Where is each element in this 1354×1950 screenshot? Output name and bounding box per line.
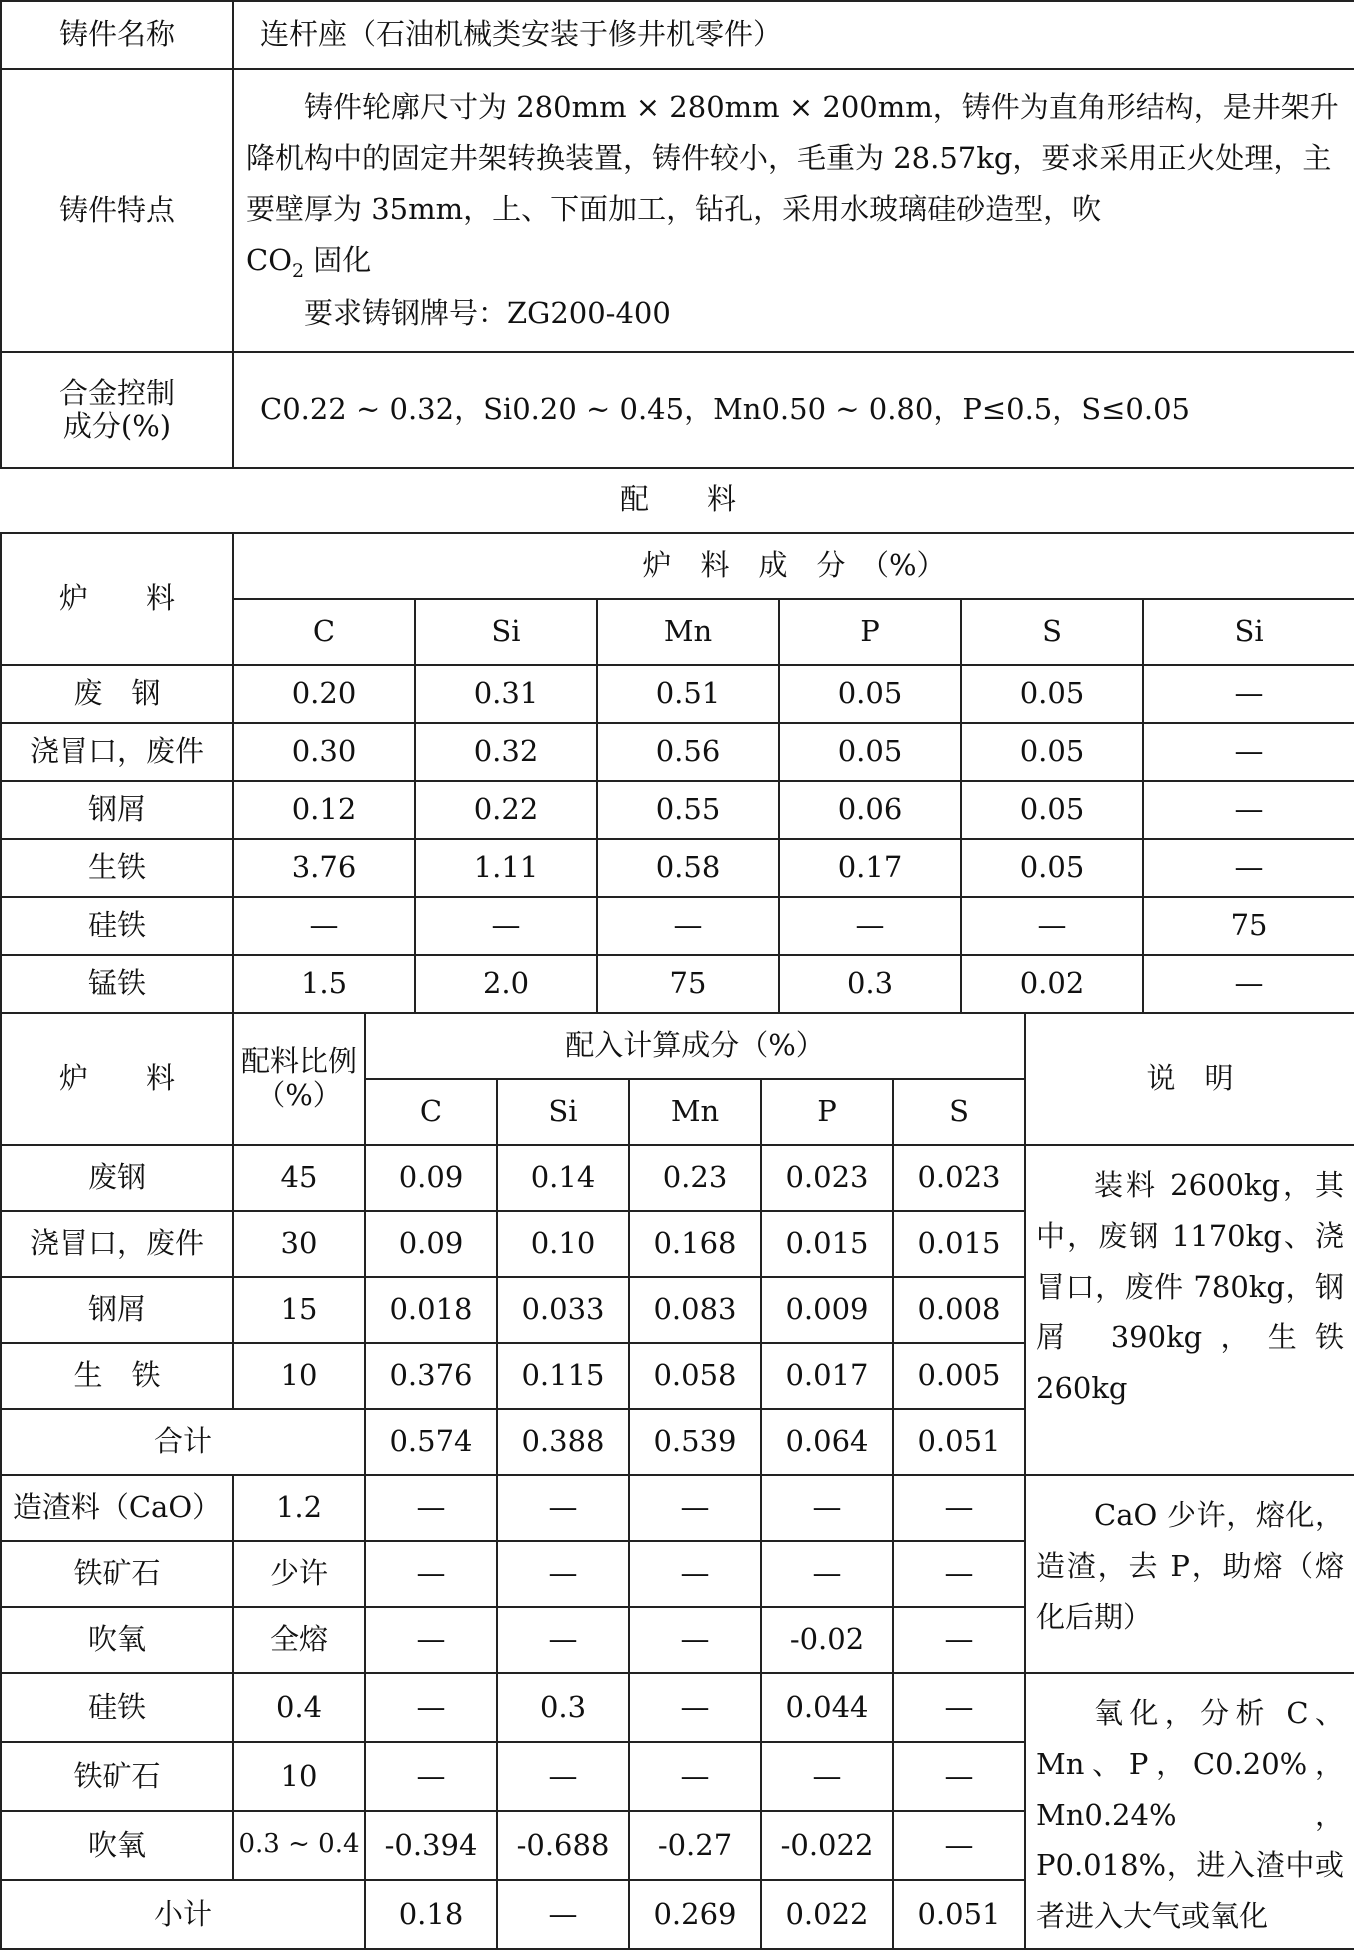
calc-cell: -0.394 — [365, 1811, 497, 1880]
calc-row-ratio: 10 — [233, 1742, 365, 1811]
composition-cell: — — [779, 897, 961, 955]
calc-row-ratio: 0.3 ~ 0.4 — [233, 1811, 365, 1880]
composition-column-header: Si — [1143, 599, 1354, 665]
calc-cell: — — [629, 1607, 761, 1673]
composition-row-name: 生铁 — [1, 839, 233, 897]
calc-row-header: 炉 料 — [1, 1013, 233, 1145]
calc-row-ratio: 0.4 — [233, 1673, 365, 1742]
calc-cell: 0.015 — [761, 1211, 893, 1277]
composition-cell: — — [233, 897, 415, 955]
composition-cell: — — [1143, 665, 1354, 723]
calc-row — [1, 1145, 1354, 1211]
casting-feature-row — [1, 69, 1354, 352]
composition-cell: 0.05 — [961, 839, 1143, 897]
calc-cell: — — [893, 1475, 1025, 1541]
composition-cell: — — [415, 897, 597, 955]
calc-cell: — — [497, 1475, 629, 1541]
calc-row-ratio: 45 — [233, 1145, 365, 1211]
calc-row-ratio: 10 — [233, 1343, 365, 1409]
calc-subtotal-cell: 0.051 — [893, 1880, 1025, 1949]
composition-cell: 2.0 — [415, 955, 597, 1013]
composition-cell: 75 — [1143, 897, 1354, 955]
calc-cell: — — [893, 1607, 1025, 1673]
composition-row-name: 钢屑 — [1, 781, 233, 839]
alloy-value: C0.22 ~ 0.32，Si0.20 ~ 0.45，Mn0.50 ~ 0.80，P≤0.5，S≤0.05 — [233, 352, 1354, 468]
composition-cell: 0.02 — [961, 955, 1143, 1013]
charge-title: 配 料 — [1, 467, 1354, 533]
calc-row-ratio: 少许 — [233, 1541, 365, 1607]
calc-cell: — — [365, 1607, 497, 1673]
alloy-row — [1, 352, 1354, 468]
composition-cell: 0.05 — [961, 665, 1143, 723]
composition-cell: 1.11 — [415, 839, 597, 897]
calc-cell: 0.008 — [893, 1277, 1025, 1343]
composition-cell: — — [1143, 723, 1354, 781]
calc-column-header: Mn — [629, 1079, 761, 1145]
calc-cell: -0.022 — [761, 1811, 893, 1880]
calc-cell: 0.168 — [629, 1211, 761, 1277]
charge-composition-table — [0, 467, 1354, 1014]
casting-name-row — [1, 1, 1354, 69]
composition-column-header: Mn — [597, 599, 779, 665]
calc-cell: — — [365, 1742, 497, 1811]
calc-cell: — — [365, 1541, 497, 1607]
calc-note-header: 说 明 — [1025, 1013, 1354, 1145]
composition-cell: 1.5 — [233, 955, 415, 1013]
calc-subtotal-cell: 0.269 — [629, 1880, 761, 1949]
calc-row-name: 铁矿石 — [1, 1742, 233, 1811]
calc-cell: — — [629, 1673, 761, 1742]
composition-row — [1, 897, 1354, 955]
charge-calculation-table — [0, 1012, 1354, 1950]
calc-row-ratio: 30 — [233, 1211, 365, 1277]
calc-row-name: 钢屑 — [1, 1277, 233, 1343]
composition-row — [1, 781, 1354, 839]
composition-cell: 0.05 — [961, 723, 1143, 781]
calc-cell: 0.10 — [497, 1211, 629, 1277]
composition-row — [1, 839, 1354, 897]
calc-cell: 0.017 — [761, 1343, 893, 1409]
composition-cell: 0.3 — [779, 955, 961, 1013]
composition-row-name: 锰铁 — [1, 955, 233, 1013]
calc-cell: 0.009 — [761, 1277, 893, 1343]
composition-column-header: Si — [415, 599, 597, 665]
composition-row-name: 废 钢 — [1, 665, 233, 723]
calc-row-name: 吹氧 — [1, 1607, 233, 1673]
calc-row-ratio: 1.2 — [233, 1475, 365, 1541]
casting-name-label: 铸件名称 — [1, 1, 233, 69]
calc-cell: 0.044 — [761, 1673, 893, 1742]
calc-cell: 0.033 — [497, 1277, 629, 1343]
calc-cell: 0.023 — [893, 1145, 1025, 1211]
composition-cell: 0.30 — [233, 723, 415, 781]
calc-row-ratio: 全熔 — [233, 1607, 365, 1673]
calc-cell: — — [893, 1541, 1025, 1607]
casting-name-value: 连杆座（石油机械类安装于修井机零件） — [233, 1, 1354, 69]
calc-cell: — — [893, 1673, 1025, 1742]
composition-group-header: 炉 料 成 分 （%） — [233, 533, 1354, 599]
composition-cell: 0.17 — [779, 839, 961, 897]
calc-row-name: 生 铁 — [1, 1343, 233, 1409]
calc-cell: 0.018 — [365, 1277, 497, 1343]
composition-row — [1, 955, 1354, 1013]
calc-cell: 0.09 — [365, 1145, 497, 1211]
calc-note: 氧化，分析 C、Mn、P，C0.20%，Mn0.24%，P0.018%，进入渣中或者进入大气或氧化 — [1025, 1673, 1354, 1949]
alloy-label: 合金控制 成分(%) — [1, 352, 233, 468]
composition-column-header: P — [779, 599, 961, 665]
calc-cell: 0.015 — [893, 1211, 1025, 1277]
calc-row-name: 硅铁 — [1, 1673, 233, 1742]
composition-cell: 0.06 — [779, 781, 961, 839]
composition-cell: 0.05 — [779, 723, 961, 781]
calc-cell: — — [365, 1673, 497, 1742]
calc-column-header: P — [761, 1079, 893, 1145]
calc-cell: -0.27 — [629, 1811, 761, 1880]
composition-column-header: S — [961, 599, 1143, 665]
calc-cell: — — [629, 1541, 761, 1607]
calc-total-cell: 0.064 — [761, 1409, 893, 1475]
calc-cell: 0.14 — [497, 1145, 629, 1211]
composition-cell: 0.05 — [779, 665, 961, 723]
calc-subtotal-label: 小计 — [1, 1880, 365, 1949]
calc-cell: — — [497, 1742, 629, 1811]
composition-cell: 0.55 — [597, 781, 779, 839]
composition-cell: 0.56 — [597, 723, 779, 781]
calc-cell: — — [365, 1475, 497, 1541]
casting-feature-value — [233, 69, 1354, 352]
calc-cell: — — [761, 1475, 893, 1541]
calc-row-name: 废钢 — [1, 1145, 233, 1211]
composition-cell: — — [1143, 955, 1354, 1013]
calc-total-cell: 0.539 — [629, 1409, 761, 1475]
composition-row-header: 炉 料 — [1, 533, 233, 665]
casting-info-table — [0, 0, 1354, 469]
feature-paragraph-1: 铸件轮廓尺寸为 280mm × 280mm × 200mm，铸件为直角形结构，是井架升降机构中的固定井架转换装置，铸件较小，毛重为 28.57kg，要求采用正火处理，主要壁厚为 35mm，上、下面加工，钻孔，采用水玻璃硅砂造型，吹 $CO_2$ 固化 — [246, 90, 1339, 282]
calc-cell: — — [629, 1475, 761, 1541]
calc-cell: 0.3 — [497, 1673, 629, 1742]
calc-row — [1, 1673, 1354, 1742]
composition-header-row — [1, 533, 1354, 599]
calc-cell: 0.058 — [629, 1343, 761, 1409]
calc-column-header: Si — [497, 1079, 629, 1145]
composition-cell: 0.20 — [233, 665, 415, 723]
calc-row-ratio: 15 — [233, 1277, 365, 1343]
calc-column-header: C — [365, 1079, 497, 1145]
calc-row-name: 造渣料（CaO） — [1, 1475, 233, 1541]
charge-title-row — [1, 467, 1354, 533]
calc-cell: -0.02 — [761, 1607, 893, 1673]
composition-row-name: 浇冒口，废件 — [1, 723, 233, 781]
composition-column-header: C — [233, 599, 415, 665]
composition-cell: — — [1143, 839, 1354, 897]
composition-row — [1, 665, 1354, 723]
calc-note: CaO 少许，熔化，造渣，去 P，助熔（熔化后期） — [1025, 1475, 1354, 1673]
composition-row — [1, 723, 1354, 781]
calc-row — [1, 1475, 1354, 1541]
composition-cell: 0.05 — [961, 781, 1143, 839]
calc-subtotal-cell: 0.022 — [761, 1880, 893, 1949]
calc-cell: 0.005 — [893, 1343, 1025, 1409]
calc-row-name: 吹氧 — [1, 1811, 233, 1880]
calc-cell: — — [761, 1742, 893, 1811]
calc-total-label: 合计 — [1, 1409, 365, 1475]
calc-ratio-header: 配料比例 （%） — [233, 1013, 365, 1145]
calc-total-cell: 0.574 — [365, 1409, 497, 1475]
calc-cell: 0.115 — [497, 1343, 629, 1409]
composition-cell: 0.12 — [233, 781, 415, 839]
composition-cell: 0.22 — [415, 781, 597, 839]
calc-total-cell: 0.051 — [893, 1409, 1025, 1475]
calc-cell: — — [893, 1811, 1025, 1880]
calc-cell: 0.083 — [629, 1277, 761, 1343]
composition-row-name: 硅铁 — [1, 897, 233, 955]
calc-cell: — — [497, 1607, 629, 1673]
composition-cell: — — [1143, 781, 1354, 839]
composition-cell: 0.32 — [415, 723, 597, 781]
composition-cell: — — [961, 897, 1143, 955]
calc-column-header: S — [893, 1079, 1025, 1145]
calc-cell: — — [893, 1742, 1025, 1811]
calc-cell: — — [761, 1541, 893, 1607]
calc-row-name: 浇冒口，废件 — [1, 1211, 233, 1277]
calc-cell: — — [629, 1742, 761, 1811]
calc-cell: 0.23 — [629, 1145, 761, 1211]
calc-note: 装料 2600kg，其中，废钢 1170kg、浇冒口，废件 780kg，钢屑 390kg，生铁 260kg — [1025, 1145, 1354, 1475]
composition-cell: 3.76 — [233, 839, 415, 897]
composition-cell: 75 — [597, 955, 779, 1013]
calc-total-cell: 0.388 — [497, 1409, 629, 1475]
calc-cell: 0.376 — [365, 1343, 497, 1409]
calc-subtotal-cell: — — [497, 1880, 629, 1949]
composition-cell: — — [597, 897, 779, 955]
feature-paragraph-2: 要求铸钢牌号：ZG200-400 — [304, 295, 671, 330]
calc-cell: — — [497, 1541, 629, 1607]
calc-cell: 0.023 — [761, 1145, 893, 1211]
calc-group-header: 配入计算成分（%） — [365, 1013, 1025, 1079]
composition-cell: 0.31 — [415, 665, 597, 723]
calc-subtotal-cell: 0.18 — [365, 1880, 497, 1949]
calc-cell: 0.09 — [365, 1211, 497, 1277]
calc-header-row — [1, 1013, 1354, 1079]
composition-cell: 0.58 — [597, 839, 779, 897]
calc-row-name: 铁矿石 — [1, 1541, 233, 1607]
calc-cell: -0.688 — [497, 1811, 629, 1880]
casting-feature-label: 铸件特点 — [1, 69, 233, 352]
composition-cell: 0.51 — [597, 665, 779, 723]
